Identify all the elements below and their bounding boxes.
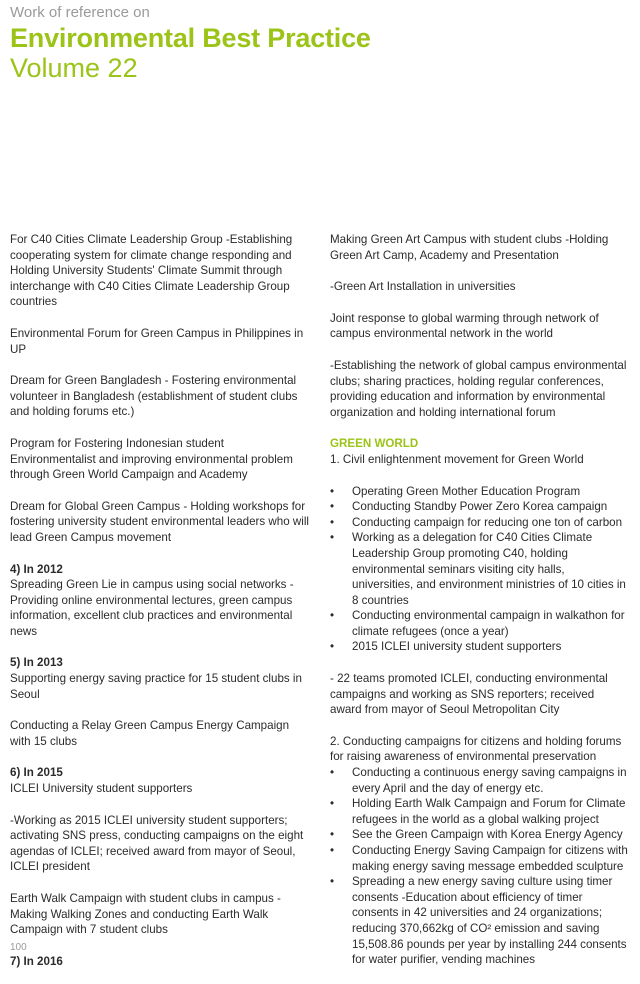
paragraph: Program for Fostering Indonesian student Environmentalist and improving environmental problem through Green World Campaign and Academy xyxy=(10,436,293,482)
green-world-subheading: 2. Conducting campaigns for citizens and holding forums for raising awareness of environmental preservation xyxy=(330,734,622,764)
list-item: • Holding Earth Walk Campaign and Forum for Climate refugees in the world as a global walking project xyxy=(330,796,628,827)
section-heading-2013: 5) In 2013 xyxy=(10,656,63,670)
paragraph: Dream for Global Green Campus - Holding workshops for fostering university student environmental leaders who will lead Green Campus movement xyxy=(10,499,310,544)
paragraph: -Establishing the network of global campus environmental clubs; sharing practices, holding regular conferences, providing education and information by environmental organization and holding international forum xyxy=(330,358,627,419)
section-heading-2016: 7) In 2016 xyxy=(10,954,63,968)
paragraph: Earth Walk Campaign with student clubs in campus -Making Walking Zones and conducting Earth Walk Campaign with 7 student clubs xyxy=(10,892,281,937)
green-world-subheading: 1. Civil enlightenment movement for Green World xyxy=(330,452,584,466)
paragraph: - 22 teams promoted ICLEI, conducting environmental campaigns and working as SNS reporters; received award from mayor of Seoul Metropolitan City xyxy=(330,672,608,717)
header-volume: Volume 22 xyxy=(10,53,138,83)
list-item: • Conducting Energy Saving Campaign for citizens with making energy saving message embedded sculpture xyxy=(330,843,628,874)
list-item: • Conducting campaign for reducing one ton of carbon xyxy=(330,515,628,531)
list-item: • 2015 ICLEI university student supporters xyxy=(330,639,628,655)
green-world-heading: GREEN WORLD xyxy=(330,437,419,451)
paragraph: Supporting energy saving practice for 15 student clubs in Seoul xyxy=(10,672,302,701)
list-item: • Conducting environmental campaign in walkathon for climate refugees (once a year) xyxy=(330,608,628,639)
list-item: • See the Green Campaign with Korea Energy Agency xyxy=(330,827,628,843)
paragraph: -Green Art Installation in universities xyxy=(330,280,516,294)
paragraph: Joint response to global warming through network of campus environmental network in the world xyxy=(330,311,599,341)
bullet-list-2 xyxy=(330,765,628,968)
left-column xyxy=(10,232,310,969)
document-header xyxy=(10,4,371,83)
page-number: 100 xyxy=(10,942,27,953)
list-item: • Spreading a new energy saving culture using timer consents -Education about efficiency of timer consents in 42 universities and 24 organizations; reducing 370,662kg of CO² emission and saving 15,508.86 pounds per year by installing 244 consents for water purifier, vending machines xyxy=(330,874,628,968)
list-item: • Conducting Standby Power Zero Korea campaign xyxy=(330,499,628,515)
paragraph: For C40 Cities Climate Leadership Group -Establishing cooperating system for climate change responding and Holding University Students' Climate Summit through interchange with C40 Cities Climate Leadership Group countries xyxy=(10,233,293,309)
paragraph: Conducting a Relay Green Campus Energy Campaign with 15 clubs xyxy=(10,719,290,748)
paragraph: Making Green Art Campus with student clubs -Holding Green Art Camp, Academy and Presentation xyxy=(330,233,609,262)
section-heading-2015: 6) In 2015 xyxy=(10,766,63,780)
list-item: • Working as a delegation for C40 Cities Climate Leadership Group promoting C40, holding environmental seminars visiting city halls, universities, and environment ministries of 10 cities in 8 countries xyxy=(330,530,628,608)
paragraph: -Working as 2015 ICLEI university student supporters; activating SNS press, conducting campaigns on the eight agendas of ICLEI; received award from mayor of Seoul, ICLEI president xyxy=(10,813,304,874)
paragraph: ICLEI University student supporters xyxy=(10,782,193,796)
paragraph: Environmental Forum for Green Campus in Philippines in UP xyxy=(10,326,304,356)
list-item: • Conducting a continuous energy saving campaigns in every April and the day of energy etc. xyxy=(330,765,628,796)
header-title: Environmental Best Practice xyxy=(10,23,371,53)
paragraph: Spreading Green Lie in campus using social networks - Providing online environmental lectures, green campus information, excellent club practices and environmental news xyxy=(10,578,294,638)
header-kicker: Work of reference on xyxy=(10,4,150,21)
list-item: • Operating Green Mother Education Program xyxy=(330,484,628,500)
bullet-list-1 xyxy=(330,484,628,656)
right-column xyxy=(330,232,628,984)
section-heading-2012: 4) In 2012 xyxy=(10,562,63,576)
paragraph: Dream for Green Bangladesh - Fostering environmental volunteer in Bangladesh (establishment of student clubs and holding forums etc.) xyxy=(10,374,298,419)
